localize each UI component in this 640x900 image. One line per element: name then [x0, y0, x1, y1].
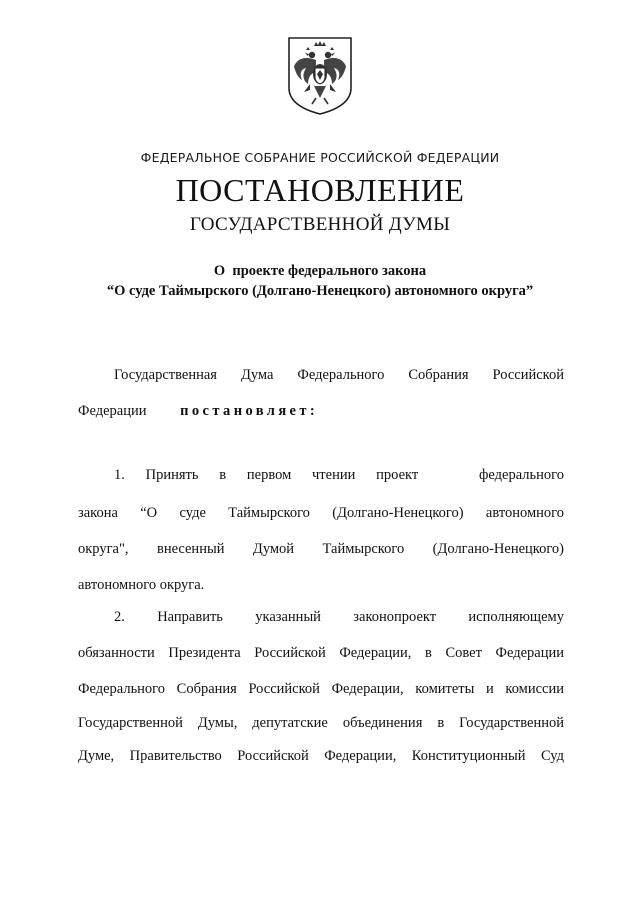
word: Российской	[492, 367, 564, 383]
word: Российской	[237, 748, 309, 764]
word: в	[425, 645, 432, 661]
item-2-line-2	[78, 643, 564, 663]
word: Дума	[240, 367, 274, 383]
word: указанный	[255, 609, 321, 625]
word: Таймырского	[322, 541, 405, 557]
preamble-line-2	[78, 401, 564, 421]
subject-line-2: “О суде Таймырского (Долгано-Ненецкого) автономного округа”	[106, 283, 534, 299]
word: Собрания	[176, 681, 237, 697]
word: комиссии	[505, 681, 564, 697]
word: и	[486, 681, 494, 697]
word: (Долгано-Ненецкого)	[332, 505, 464, 521]
item-1-line-3	[78, 539, 564, 559]
word: округа",	[78, 541, 129, 557]
item-number: 1.	[114, 467, 125, 483]
item-1-line-4: автономного округа.	[78, 577, 205, 593]
word: (Долгано-Ненецкого)	[432, 541, 564, 557]
word: Государственная	[114, 367, 217, 383]
word: комитеты	[415, 681, 475, 697]
word: Федерального	[297, 367, 385, 383]
word: Федерации	[495, 645, 564, 661]
coat-of-arms-icon	[286, 36, 354, 116]
word: автономного	[485, 505, 564, 521]
document-type-title: ПОСТАНОВЛЕНИЕ	[175, 172, 465, 208]
word: Собрания	[408, 367, 469, 383]
word: обязанности	[78, 645, 155, 661]
word: Правительство	[129, 748, 222, 764]
word: Совет	[445, 645, 482, 661]
word: первом	[246, 467, 292, 483]
word: Думой	[252, 541, 295, 557]
word: Федерации	[78, 403, 147, 419]
word: Российской	[254, 645, 326, 661]
item-2-line-4	[78, 713, 564, 733]
item-2-line-1	[114, 607, 564, 627]
word: в	[437, 715, 445, 731]
decree-word: постановляет:	[180, 403, 319, 419]
word: чтении	[312, 467, 356, 483]
word: исполняющему	[468, 609, 564, 625]
word: Направить	[157, 609, 223, 625]
word: законопроект	[353, 609, 437, 625]
word: Принять	[145, 467, 199, 483]
item-1-line-2	[78, 503, 564, 523]
word: Конституционный	[411, 748, 526, 764]
word: внесенный	[156, 541, 225, 557]
subject-line-1: О проекте федерального закона	[213, 263, 427, 279]
parliament-name: ФЕДЕРАЛЬНОЕ СОБРАНИЕ РОССИЙСКОЙ ФЕДЕРАЦИИ	[140, 150, 500, 165]
word: Федерального	[78, 681, 166, 697]
item-number: 2.	[114, 609, 125, 625]
word: Государственной	[459, 715, 564, 731]
item-1-line-1	[114, 465, 564, 485]
word: закона	[78, 505, 118, 521]
word: федерального	[478, 467, 564, 483]
word: Думе,	[78, 748, 115, 764]
word: Федерации,	[331, 681, 404, 697]
word: Федерации,	[324, 748, 397, 764]
word: в	[219, 467, 227, 483]
word: Государственной	[78, 715, 183, 731]
word: Президента	[168, 645, 241, 661]
word: проект	[376, 467, 419, 483]
word: объединения	[342, 715, 423, 731]
preamble-line-1	[114, 365, 564, 385]
word: депутатские	[252, 715, 328, 731]
word: Суд	[540, 748, 564, 764]
word: “О	[140, 505, 158, 521]
item-2-line-3	[78, 679, 564, 699]
word: Таймырского	[228, 505, 310, 521]
word: Федерации,	[339, 645, 412, 661]
document-issuer-title: ГОСУДАРСТВЕННОЙ ДУМЫ	[189, 214, 451, 235]
item-2-line-5	[78, 746, 564, 766]
word: суде	[179, 505, 206, 521]
word: Российской	[248, 681, 320, 697]
word: Думы,	[197, 715, 238, 731]
